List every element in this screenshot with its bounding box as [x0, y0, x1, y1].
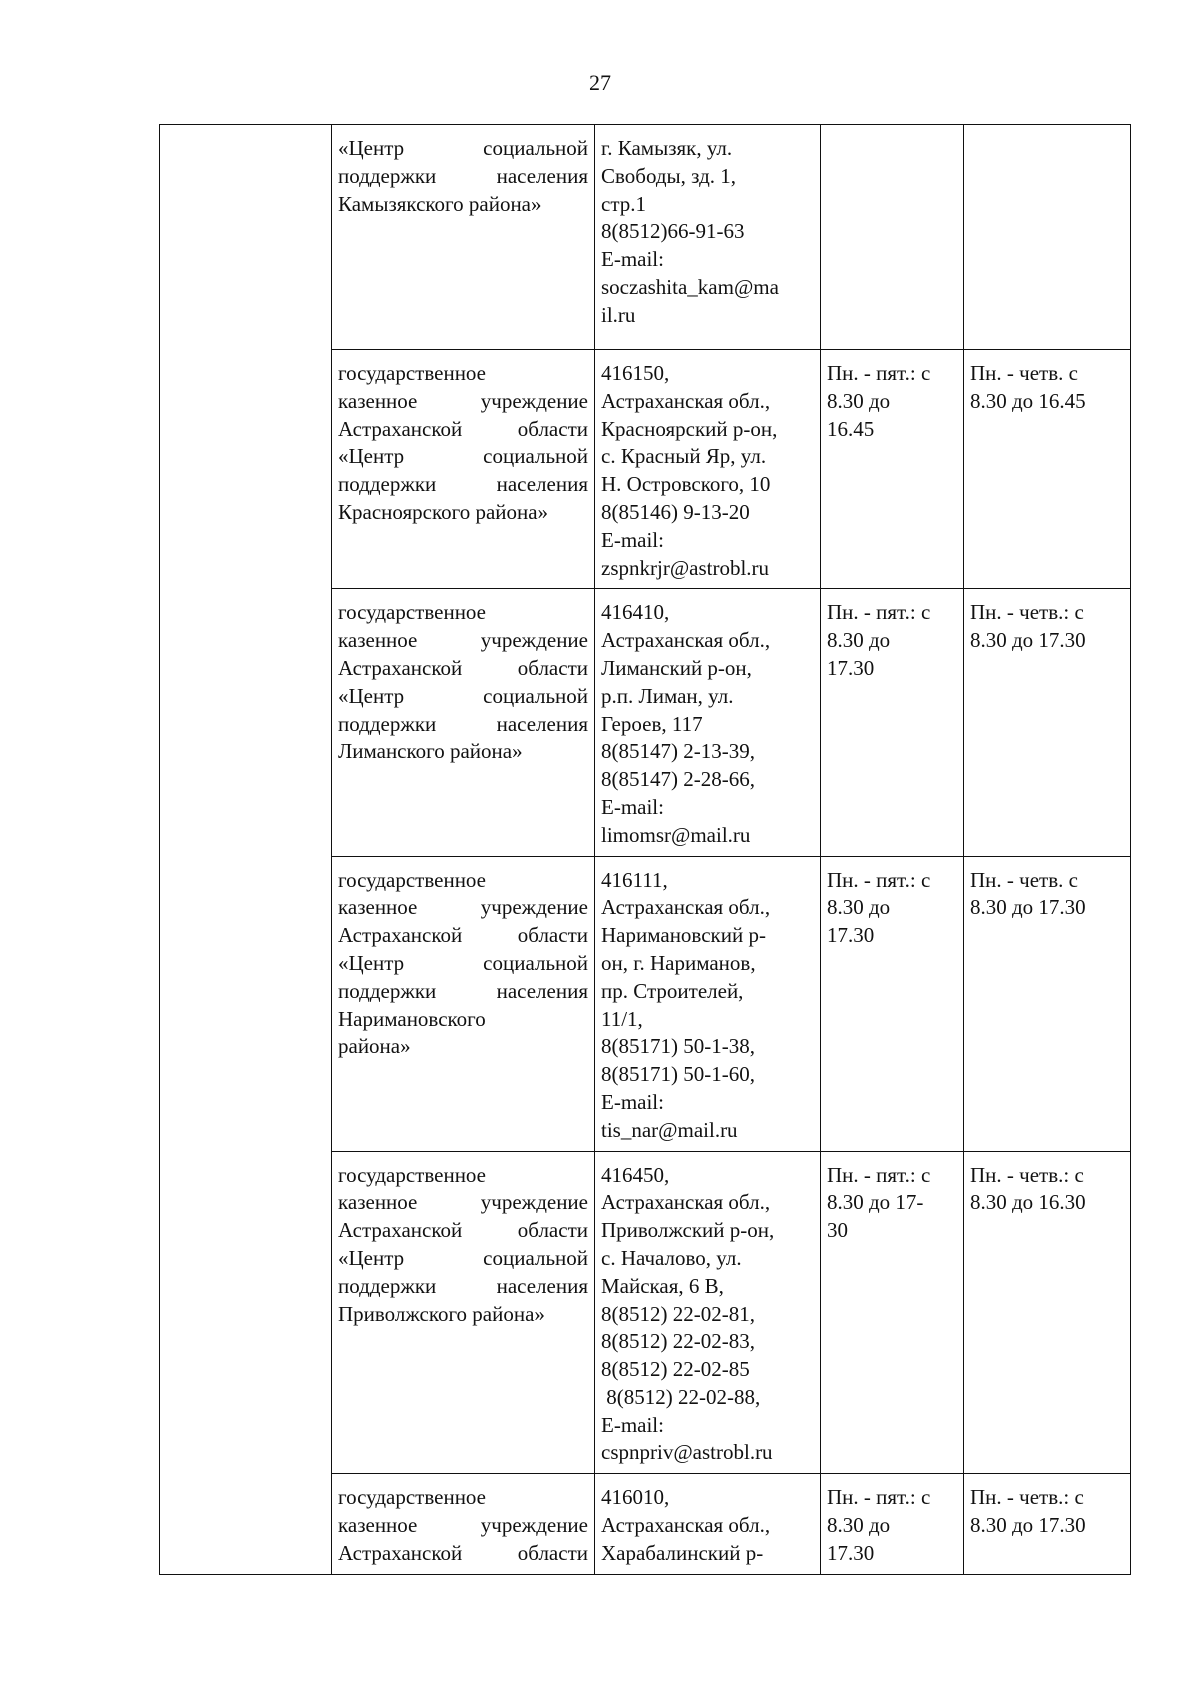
organization-name-line: Приволжского района» — [338, 1301, 545, 1326]
organization-name-line: Астраханской области — [338, 416, 588, 441]
hours-line: 8.30 до 16.45 — [970, 388, 1086, 413]
address-line: zspnkrjr@astrobl.ru — [601, 555, 770, 580]
organization-name-line: поддержки населения — [338, 472, 588, 497]
address-line: E-mail: — [601, 247, 664, 272]
address-contacts-cell — [595, 1151, 821, 1474]
hours-line: 8.30 до 17.30 — [970, 895, 1086, 920]
address-line: E-mail: — [601, 1089, 664, 1114]
hours-line: 8.30 до — [827, 628, 891, 653]
organization-name-line: Наримановского — [338, 1006, 486, 1031]
hours-line: 8.30 до 17- — [827, 1190, 924, 1215]
hours-mon-thu-cell — [964, 125, 1131, 350]
address-contacts-cell — [595, 1474, 821, 1574]
hours-line: 17.30 — [827, 923, 875, 948]
address-line: р.п. Лиман, ул. — [601, 683, 734, 708]
hours-line: Пн. - пят.: с — [827, 600, 931, 625]
address-line: 8(85171) 50-1-60, — [601, 1062, 755, 1087]
address-line: tis_nar@mail.ru — [601, 1117, 738, 1142]
organization-name-line: «Центр социальной — [338, 950, 588, 975]
hours-mon-fri-cell — [821, 1151, 964, 1474]
organization-cell — [332, 1151, 595, 1474]
address-line: 8(8512) 22-02-88, — [601, 1384, 761, 1409]
address-contacts-cell — [595, 125, 821, 350]
address-line: Майская, 6 В, — [601, 1273, 724, 1298]
hours-mon-thu-cell — [964, 856, 1131, 1151]
organization-cell — [332, 589, 595, 856]
merged-first-column-cell — [160, 125, 332, 1575]
address-line: soczashita_kam@ma — [601, 274, 779, 299]
hours-mon-thu-cell — [964, 1151, 1131, 1474]
organization-name-line: Астраханской области — [338, 923, 588, 948]
address-line: 416410, — [601, 600, 670, 625]
organization-name-line: «Центр социальной — [338, 136, 588, 160]
address-line: стр.1 — [601, 191, 647, 216]
address-line: 416111, — [601, 867, 668, 892]
organization-name-line: Лиманского района» — [338, 739, 523, 764]
hours-mon-thu-cell — [964, 350, 1131, 589]
hours-line: 8.30 до — [827, 1513, 891, 1538]
hours-mon-fri-cell — [821, 589, 964, 856]
table-row — [160, 125, 1131, 350]
hours-line: Пн. - четв. с — [970, 867, 1078, 892]
organization-cell — [332, 856, 595, 1151]
organization-name-line: поддержки населения — [338, 711, 588, 736]
address-line: E-mail: — [601, 1412, 664, 1437]
organization-name-line: Астраханской области — [338, 1218, 588, 1243]
address-line: E-mail: — [601, 794, 664, 819]
organization-name-line: Красноярского района» — [338, 499, 549, 524]
organization-name-line: казенное учреждение — [338, 895, 588, 920]
hours-line: 8.30 до — [827, 388, 891, 413]
address-line: 11/1, — [601, 1006, 643, 1031]
address-line: Наримановский р- — [601, 923, 766, 948]
organization-name-line: «Центр социальной — [338, 444, 588, 469]
hours-line: Пн. - пят.: с — [827, 1162, 931, 1187]
organization-name-line: поддержки населения — [338, 978, 588, 1003]
table-body — [160, 125, 1131, 1575]
address-line: Астраханская обл., — [601, 628, 771, 653]
address-line: пр. Строителей, — [601, 978, 744, 1003]
address-line: с. Красный Яр, ул. — [601, 444, 767, 469]
organization-name-line: государственное — [338, 1485, 487, 1510]
address-line: Красноярский р-он, — [601, 416, 778, 441]
address-contacts-cell — [595, 589, 821, 856]
hours-line: Пн. - четв. с — [970, 361, 1078, 385]
address-line: Героев, 117 — [601, 711, 703, 736]
address-line: Лиманский р-он, — [601, 655, 752, 680]
address-line: 8(85147) 2-13-39, — [601, 739, 755, 764]
address-line: 8(85147) 2-28-66, — [601, 767, 755, 792]
address-line: с. Началово, ул. — [601, 1245, 742, 1270]
organization-name-line: района» — [338, 1034, 411, 1059]
hours-mon-fri-cell — [821, 125, 964, 350]
organization-name-line: Камызякского района» — [338, 191, 542, 216]
address-line: 8(8512) 22-02-81, — [601, 1301, 755, 1326]
address-line: Н. Островского, 10 — [601, 472, 771, 497]
hours-line: 17.30 — [827, 1540, 875, 1565]
hours-line: Пн. - пят.: с — [827, 361, 931, 385]
hours-line: 8.30 до 17.30 — [970, 1513, 1086, 1538]
page-number: 27 — [589, 70, 611, 95]
organization-name-line: государственное — [338, 361, 487, 385]
address-line: 8(8512)66-91-63 — [601, 219, 745, 244]
address-line: Харабалинский р- — [601, 1540, 764, 1565]
hours-line: 8.30 до — [827, 895, 891, 920]
organization-cell — [332, 350, 595, 589]
hours-line: Пн. - четв.: с — [970, 1485, 1084, 1510]
address-line: Астраханская обл., — [601, 1513, 771, 1538]
address-line: г. Камызяк, ул. — [601, 136, 733, 160]
address-line: 8(85171) 50-1-38, — [601, 1034, 755, 1059]
hours-line: Пн. - пят.: с — [827, 867, 931, 892]
organization-name-line: поддержки населения — [338, 163, 588, 188]
address-line: 8(85146) 9-13-20 — [601, 499, 750, 524]
hours-line: Пн. - четв.: с — [970, 1162, 1084, 1187]
hours-mon-fri-cell — [821, 1474, 964, 1574]
hours-line: 30 — [827, 1218, 848, 1243]
address-line: Свободы, зд. 1, — [601, 163, 737, 188]
organization-name-line: поддержки населения — [338, 1273, 588, 1298]
address-line: 416450, — [601, 1162, 670, 1187]
hours-line: Пн. - пят.: с — [827, 1485, 931, 1510]
hours-mon-thu-cell — [964, 1474, 1131, 1574]
organization-name-line: казенное учреждение — [338, 1190, 588, 1215]
organization-cell — [332, 1474, 595, 1574]
organization-name-line: «Центр социальной — [338, 683, 588, 708]
address-line: Приволжский р-он, — [601, 1218, 775, 1243]
hours-line: 17.30 — [827, 655, 875, 680]
organization-name-line: государственное — [338, 867, 487, 892]
organization-name-line: казенное учреждение — [338, 1513, 588, 1538]
organization-name-line: государственное — [338, 1162, 487, 1187]
organization-cell — [332, 125, 595, 350]
hours-line: Пн. - четв.: с — [970, 600, 1084, 625]
organization-name-line: казенное учреждение — [338, 628, 588, 653]
address-line: E-mail: — [601, 527, 664, 552]
address-line: он, г. Нариманов, — [601, 950, 756, 975]
hours-mon-fri-cell — [821, 856, 964, 1151]
organization-name-line: казенное учреждение — [338, 388, 588, 413]
hours-mon-thu-cell — [964, 589, 1131, 856]
organization-name-line: «Центр социальной — [338, 1245, 588, 1270]
offices-table — [159, 124, 1131, 1575]
address-line: 8(8512) 22-02-83, — [601, 1329, 755, 1354]
hours-line: 8.30 до 17.30 — [970, 628, 1086, 653]
hours-mon-fri-cell — [821, 350, 964, 589]
address-line: Астраханская обл., — [601, 1190, 771, 1215]
address-line: cspnpriv@astrobl.ru — [601, 1440, 773, 1465]
hours-line: 8.30 до 16.30 — [970, 1190, 1086, 1215]
organization-name-line: Астраханской области — [338, 655, 588, 680]
address-line: il.ru — [601, 302, 636, 327]
address-contacts-cell — [595, 856, 821, 1151]
address-line: Астраханская обл., — [601, 388, 771, 413]
organization-name-line: Астраханской области — [338, 1540, 588, 1565]
address-line: 416150, — [601, 361, 670, 385]
address-contacts-cell — [595, 350, 821, 589]
address-line: 416010, — [601, 1485, 670, 1510]
address-line: Астраханская обл., — [601, 895, 771, 920]
address-line: limomsr@mail.ru — [601, 822, 751, 847]
address-line: 8(8512) 22-02-85 — [601, 1357, 750, 1382]
hours-line: 16.45 — [827, 416, 875, 441]
organization-name-line: государственное — [338, 600, 487, 625]
